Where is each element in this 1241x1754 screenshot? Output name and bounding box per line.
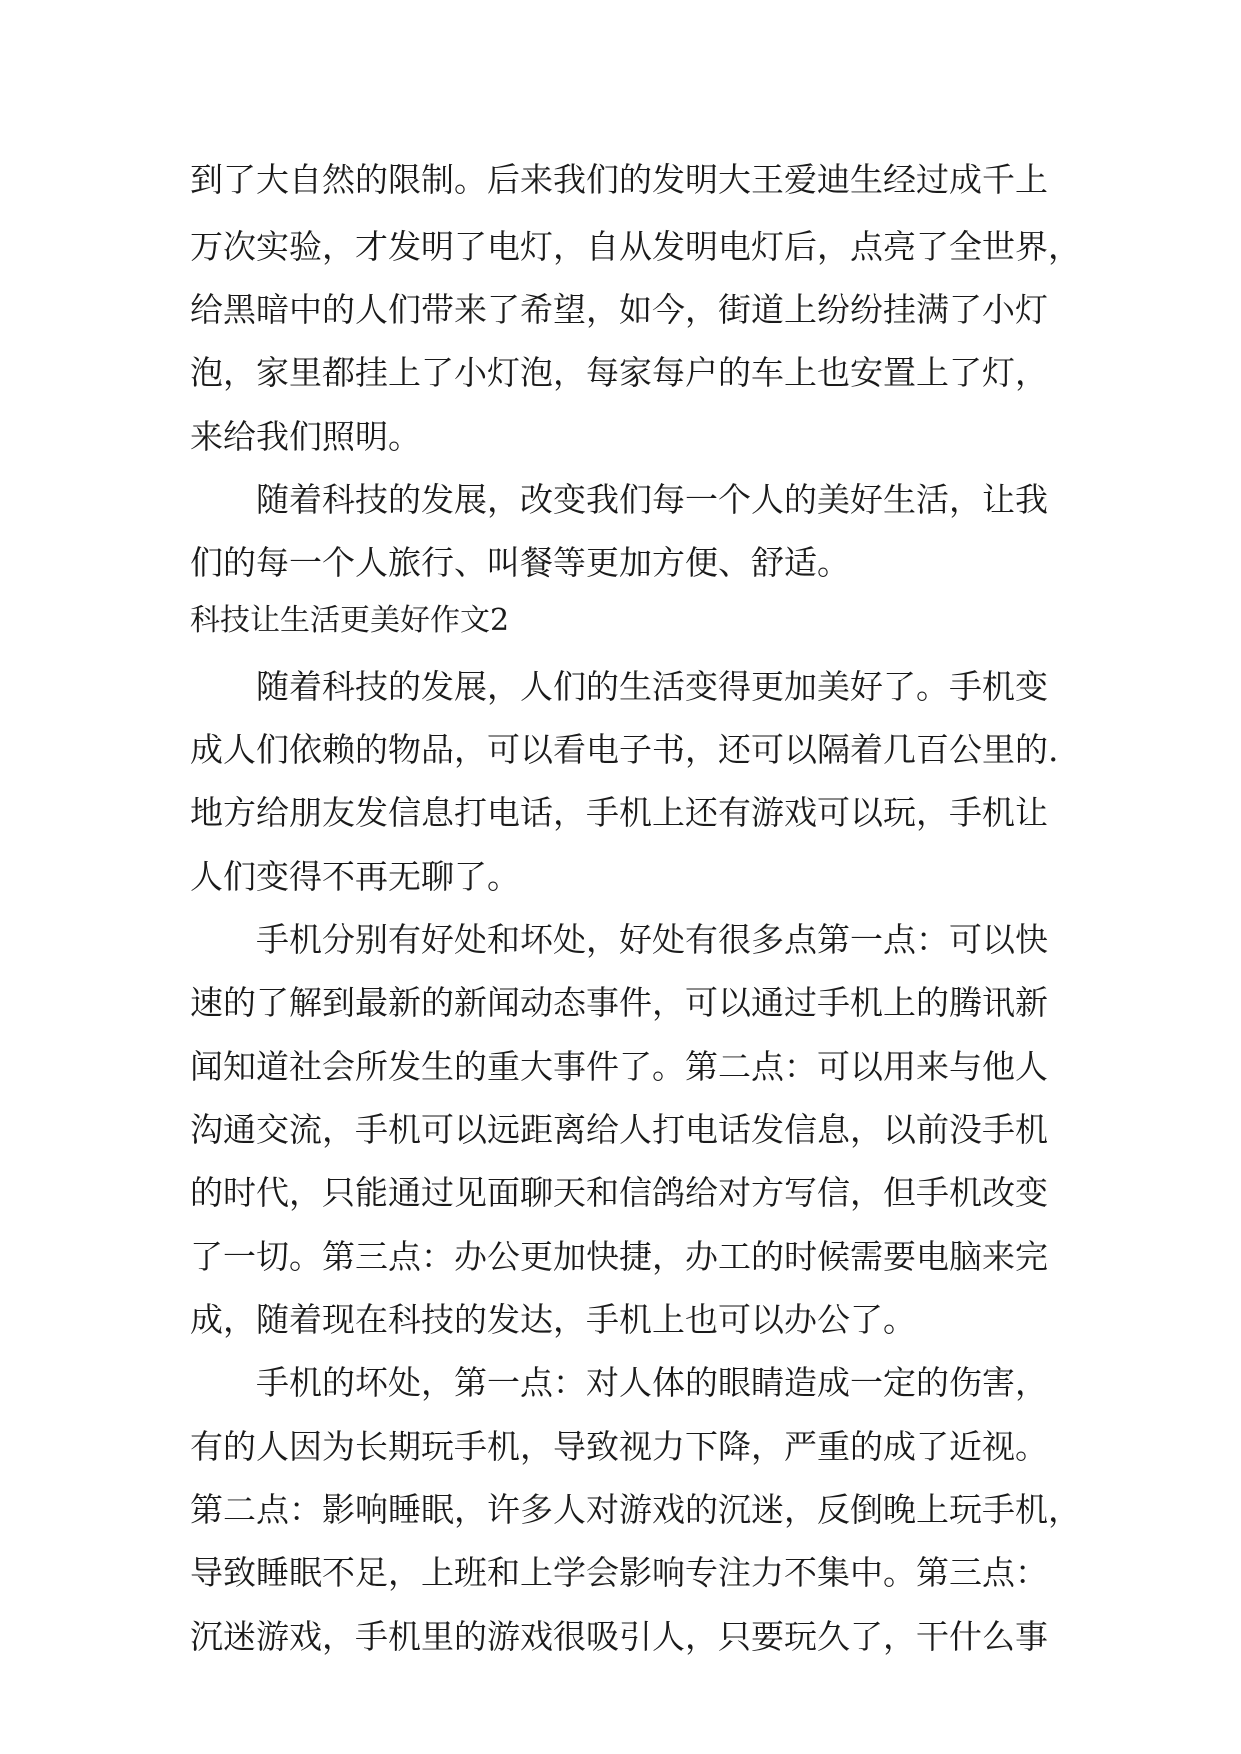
section-heading: 科技让生活更美好作文2	[190, 603, 510, 638]
text-line: 有的人因为长期玩手机，导致视力下降，严重的成了近视。	[190, 1427, 1048, 1466]
text-line: 万次实验，才发明了电灯，自从发明电灯后，点亮了全世界，	[190, 227, 1081, 266]
text-line: 的时代，只能通过见面聊天和信鸽给对方写信，但手机改变	[190, 1173, 1048, 1212]
text-line: 成，随着现在科技的发达，手机上也可以办公了。	[190, 1300, 916, 1339]
text-line: 了一切。第三点：办公更加快捷，办工的时候需要电脑来完	[190, 1237, 1048, 1276]
text-line: 导致睡眠不足，上班和上学会影响专注力不集中。第三点：	[190, 1553, 1048, 1592]
text-line: 来给我们照明。	[190, 417, 421, 456]
paragraph-first-line: 手机的坏处，第一点：对人体的眼睛造成一定的伤害，	[256, 1363, 1048, 1402]
text-line: 闻知道社会所发生的重大事件了。第二点：可以用来与他人	[190, 1047, 1048, 1086]
paragraph-first-line: 手机分别有好处和坏处，好处有很多点第一点：可以快	[256, 920, 1048, 959]
text-line: 速的了解到最新的新闻动态事件，可以通过手机上的腾讯新	[190, 983, 1048, 1022]
text-line: 给黑暗中的人们带来了希望，如今，街道上纷纷挂满了小灯	[190, 290, 1048, 329]
text-line: 第二点：影响睡眠，许多人对游戏的沉迷，反倒晚上玩手机，	[190, 1490, 1081, 1529]
text-line: 人们变得不再无聊了。	[190, 857, 520, 896]
text-line: 到了大自然的限制。后来我们的发明大王爱迪生经过成千上	[190, 160, 1048, 199]
paragraph-first-line: 随着科技的发展，改变我们每一个人的美好生活，让我	[256, 480, 1048, 519]
text-line: 沉迷游戏，手机里的游戏很吸引人，只要玩久了，干什么事	[190, 1617, 1048, 1656]
text-line: 成人们依赖的物品，可以看电子书，还可以隔着几百公里的.	[190, 730, 1059, 769]
text-line: 泡，家里都挂上了小灯泡，每家每户的车上也安置上了灯，	[190, 353, 1048, 392]
text-line: 沟通交流，手机可以远距离给人打电话发信息，以前没手机	[190, 1110, 1048, 1149]
text-line: 地方给朋友发信息打电话，手机上还有游戏可以玩，手机让	[190, 793, 1048, 832]
text-line: 们的每一个人旅行、叫餐等更加方便、舒适。	[190, 543, 850, 582]
paragraph-first-line: 随着科技的发展，人们的生活变得更加美好了。手机变	[256, 667, 1048, 706]
